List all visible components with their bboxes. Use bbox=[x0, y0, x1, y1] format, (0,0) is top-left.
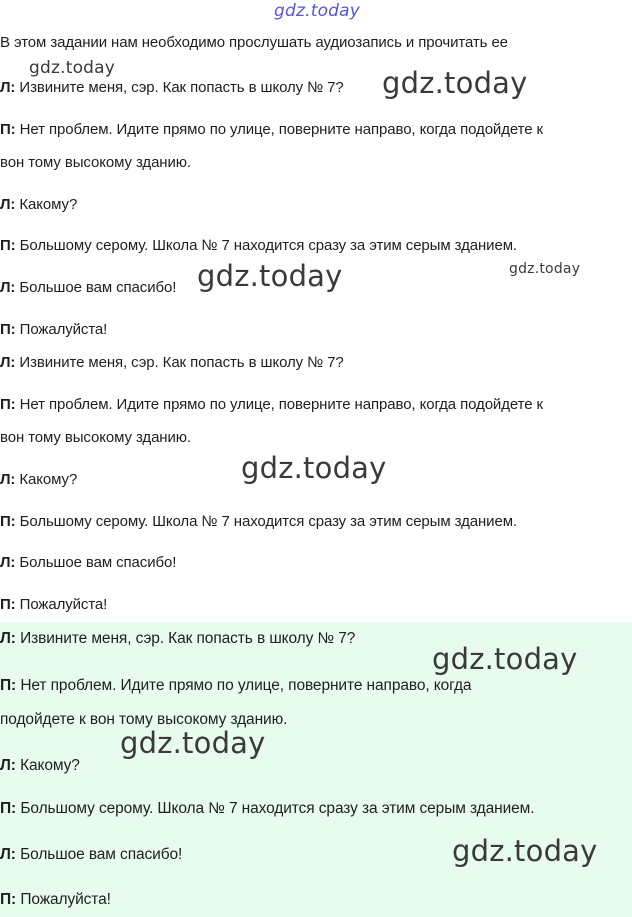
dialog-line bbox=[0, 396, 543, 414]
line-text: Большому серому. Школа № 7 находится сразу за этим серым зданием. bbox=[19, 237, 517, 254]
speaker-p: П: bbox=[0, 321, 16, 338]
speaker-l: Л: bbox=[0, 471, 16, 488]
watermark-large-2: gdz.today bbox=[197, 259, 343, 293]
line-text: Большое вам спасибо! bbox=[19, 554, 177, 571]
watermark-small-2: gdz.today bbox=[509, 261, 581, 277]
speaker-p: П: bbox=[0, 237, 16, 254]
line-text: Какому? bbox=[20, 757, 80, 774]
speaker-l: Л: bbox=[0, 279, 16, 296]
speaker-l: Л: bbox=[0, 757, 16, 774]
speaker-p: П: bbox=[0, 121, 16, 138]
dialog-line bbox=[0, 800, 534, 818]
watermark-large-1: gdz.today bbox=[382, 66, 528, 100]
line-text: Извините меня, сэр. Как попасть в школу № 7? bbox=[19, 354, 344, 371]
watermark-large-3: gdz.today bbox=[241, 451, 387, 485]
speaker-l: Л: bbox=[0, 630, 16, 647]
line-text: Большому серому. Школа № 7 находится сразу за этим серым зданием. bbox=[19, 513, 517, 530]
line-text: Извините меня, сэр. Как попасть в школу № 7? bbox=[20, 630, 356, 647]
line-text: Пожалуйста! bbox=[20, 891, 111, 908]
dialog-line bbox=[0, 237, 517, 255]
speaker-p: П: bbox=[0, 800, 17, 817]
dialog-line bbox=[0, 630, 355, 648]
dialog-line bbox=[0, 596, 107, 614]
speaker-l: Л: bbox=[0, 79, 16, 96]
speaker-l: Л: bbox=[0, 196, 16, 213]
dialog-line bbox=[0, 196, 77, 214]
dialog-line-continued: подойдете к вон тому высокому зданию. bbox=[0, 711, 288, 728]
line-text: Пожалуйста! bbox=[19, 321, 108, 338]
dialog-line bbox=[0, 354, 344, 372]
line-text: Извините меня, сэр. Как попасть в школу № 7? bbox=[19, 79, 344, 96]
speaker-p: П: bbox=[0, 396, 16, 413]
speaker-l: Л: bbox=[0, 554, 16, 571]
line-text: Какому? bbox=[19, 196, 78, 213]
speaker-p: П: bbox=[0, 513, 16, 530]
dialog-line bbox=[0, 846, 182, 864]
line-text: Нет проблем. Идите прямо по улице, поверните направо, когда bbox=[20, 677, 472, 694]
line-text: Какому? bbox=[19, 471, 78, 488]
watermark-top: gdz.today bbox=[274, 1, 361, 21]
dialog-line bbox=[0, 79, 344, 97]
dialog-line bbox=[0, 279, 176, 297]
line-text: Большому серому. Школа № 7 находится сразу за этим серым зданием. bbox=[20, 800, 535, 817]
dialog-line bbox=[0, 121, 543, 139]
speaker-l: Л: bbox=[0, 354, 16, 371]
speaker-l: Л: bbox=[0, 846, 16, 863]
line-text: Пожалуйста! bbox=[19, 596, 108, 613]
speaker-p: П: bbox=[0, 596, 16, 613]
speaker-p: П: bbox=[0, 891, 17, 908]
dialog-line bbox=[0, 757, 80, 775]
speaker-p: П: bbox=[0, 677, 17, 694]
line-text: Большое вам спасибо! bbox=[20, 846, 183, 863]
line-text: Большое вам спасибо! bbox=[19, 279, 177, 296]
watermark-large-5: gdz.today bbox=[120, 726, 266, 760]
dialog-line bbox=[0, 891, 111, 909]
line-text: Нет проблем. Идите прямо по улице, поверните направо, когда подойдете к bbox=[19, 121, 543, 138]
line-text: Нет проблем. Идите прямо по улице, поверните направо, когда подойдете к bbox=[19, 396, 543, 413]
watermark-large-4: gdz.today bbox=[432, 642, 578, 676]
dialog-line bbox=[0, 321, 107, 339]
intro-text: В этом задании нам необходимо прослушать аудиозапись и прочитать ее bbox=[0, 34, 508, 51]
dialog-line bbox=[0, 554, 176, 572]
watermark-large-6: gdz.today bbox=[452, 834, 598, 868]
dialog-line-continued: вон тому высокому зданию. bbox=[0, 429, 191, 446]
dialog-line bbox=[0, 471, 77, 489]
dialog-line-continued: вон тому высокому зданию. bbox=[0, 154, 191, 171]
watermark-small-1: gdz.today bbox=[29, 58, 116, 78]
dialog-line bbox=[0, 513, 517, 531]
dialog-line bbox=[0, 677, 471, 695]
